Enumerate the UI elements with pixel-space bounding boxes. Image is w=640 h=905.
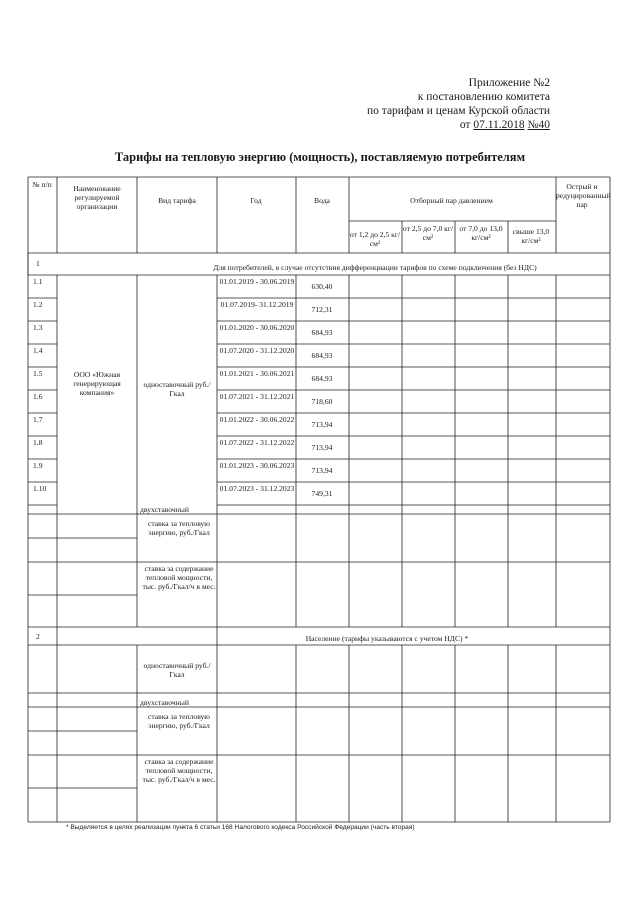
appendix-line-3: по тарифам и ценам Курской области [367, 105, 550, 117]
header-water: Вода [314, 196, 330, 205]
one-part-tariff-2: одноставочный руб./Гкал [143, 661, 211, 679]
header-steam-1: от 1,2 до 2,5 кг/см² [349, 230, 401, 248]
one-part-tariff-1: одноставочный руб./Гкал [143, 380, 211, 398]
row-period: 01.07.2019- 31.12.2019 [220, 300, 294, 309]
rate-capacity-2: ставка за содержание тепловой мощности, тыс. руб./Гкал/ч в мес. [142, 757, 216, 784]
row-period: 01.01.2023 - 30.06.2023 [219, 461, 295, 470]
appendix-line-2: к постановлению комитета [417, 91, 550, 103]
row-period: 01.07.2021 - 31.12.2021 [219, 392, 295, 401]
row-id: 1.2 [33, 300, 43, 309]
appendix-date: 07.11.2018 [473, 119, 525, 131]
row-id: 1.7 [33, 415, 43, 424]
header-steam-2: от 2,5 до 7,0 кг/см² [402, 224, 454, 242]
section-2-label: Население (тарифы указываются с учетом НДС) * [305, 634, 469, 643]
header-steam-4: свыше 13,0 кг/см² [512, 227, 550, 245]
section-2-id: 2 [36, 632, 40, 641]
section-1-label: Для потребителей, в случае отсутствия дифференциации тарифов по схеме подключения (без НДС) [213, 263, 537, 272]
row-water-value: 684,93 [311, 374, 333, 383]
row-water-value: 684,93 [311, 351, 333, 360]
row-id: 1.9 [33, 461, 43, 470]
two-part-tariff-2: двухставочный [140, 698, 189, 707]
row-period: 01.01.2019 - 30.06.2019 [219, 277, 295, 286]
header-org: Наименование регулируемой организации [73, 184, 121, 211]
row-water-value: 749,31 [311, 489, 333, 498]
row-id: 1.10 [33, 484, 47, 493]
row-water-value: 630,40 [311, 282, 333, 291]
rate-capacity-1: ставка за содержание тепловой мощности, тыс. руб./Гкал/ч в мес. [142, 564, 216, 591]
row-water-value: 684,93 [311, 328, 333, 337]
row-id: 1.8 [33, 438, 43, 447]
row-period: 01.07.2020 - 31.12.2020 [219, 346, 295, 355]
row-water-value: 712,31 [311, 305, 333, 314]
header-year: Год [250, 196, 262, 205]
rate-energy-1: ставка за тепловую энергию, руб./Гкал [148, 519, 210, 537]
appendix-line-1: Приложение №2 [468, 77, 550, 89]
row-period: 01.07.2023 - 31.12.2023 [219, 484, 295, 493]
row-id: 1.5 [33, 369, 43, 378]
row-water-value: 718,60 [311, 397, 333, 406]
header-tariff-type: Вид тарифа [158, 196, 196, 205]
header-steam: Отборный пар давлением [410, 196, 493, 205]
row-period: 01.01.2022 - 30.06.2022 [219, 415, 295, 424]
row-id: 1.4 [33, 346, 43, 355]
row-period: 01.07.2022 - 31.12.2022 [219, 438, 295, 447]
row-water-value: 713,94 [311, 420, 333, 429]
appendix-number: №40 [527, 119, 550, 131]
row-water-value: 713,94 [311, 466, 333, 475]
row-id: 1.1 [33, 277, 43, 286]
row-period: 01.01.2020 - 30.06.2020 [219, 323, 295, 332]
row-water-value: 713,94 [311, 443, 333, 452]
appendix-date-prefix: от [459, 119, 474, 131]
row-id: 1.3 [33, 323, 43, 332]
row-period: 01.01.2021 - 30.06.2021 [219, 369, 295, 378]
document-title: Тарифы на тепловую энергию (мощность), поставляемую потребителям [114, 150, 526, 164]
rate-energy-2: ставка за тепловую энергию, руб./Гкал [148, 712, 210, 730]
header-num: № п/п [32, 180, 52, 189]
row-id: 1.6 [33, 392, 43, 401]
two-part-tariff-1: двухставочный [140, 505, 189, 514]
organization-name: ООО «Южная генерирующая компания» [73, 370, 121, 397]
header-sharp-steam: Острый и редуцированный пар [556, 182, 611, 209]
section-1-id: 1 [36, 259, 40, 268]
header-steam-3: от 7,0 до 13,0 кг/см² [459, 224, 503, 242]
footnote: * Выделяется в целях реализации пункта 6 статьи 168 Налогового кодекса Российской Федерации (часть вторая) [66, 824, 415, 831]
